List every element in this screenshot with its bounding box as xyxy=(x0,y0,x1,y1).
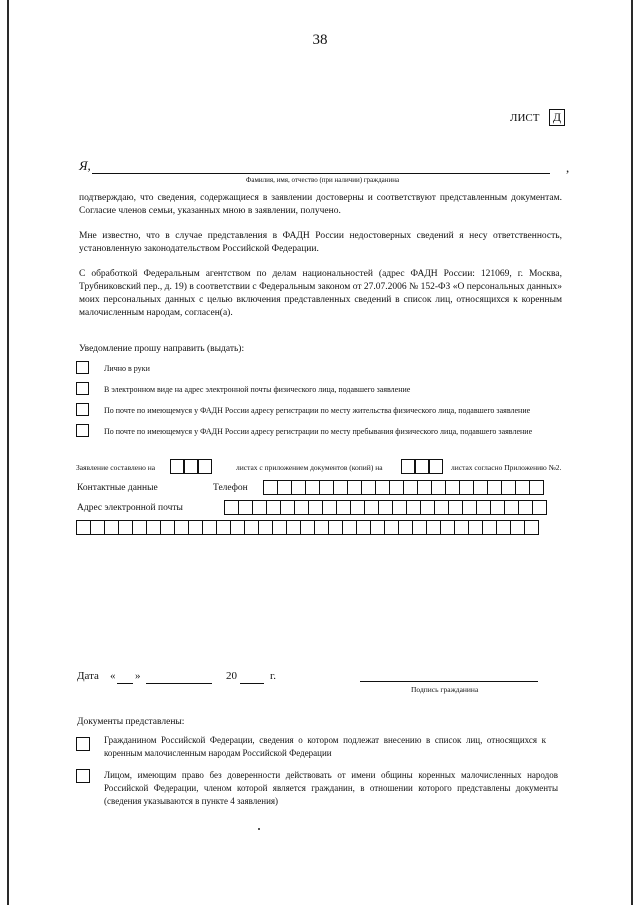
email-char-cell[interactable] xyxy=(532,500,547,515)
email-char-cell[interactable] xyxy=(364,500,379,515)
email-char-cell[interactable] xyxy=(104,520,119,535)
email-char-cell[interactable] xyxy=(258,520,273,535)
notification-title: Уведомление прошу направить (выдать): xyxy=(79,344,245,354)
phone-digit[interactable] xyxy=(501,480,516,495)
date-open-quote: « xyxy=(110,670,116,682)
date-year-prefix: 20 xyxy=(226,670,237,682)
phone-digit[interactable] xyxy=(445,480,460,495)
email-char-cell[interactable] xyxy=(342,520,357,535)
email-char-cell[interactable] xyxy=(420,500,435,515)
email-char-cell[interactable] xyxy=(294,500,309,515)
email-char-cell[interactable] xyxy=(426,520,441,535)
sheet-label: ЛИСТ xyxy=(510,112,540,124)
email-char-cell[interactable] xyxy=(336,500,351,515)
email-char-cell[interactable] xyxy=(496,520,511,535)
notification-option-post-residence: По почте по имеющемуся у ФАДН России адресу регистрации по месту жительства физического лица, подавшего заявление xyxy=(104,406,531,415)
contacts-label: Контактные данные xyxy=(77,483,158,493)
email-char-cell[interactable] xyxy=(434,500,449,515)
documents-checkbox-community-rep[interactable] xyxy=(76,769,90,783)
page-number: 38 xyxy=(312,32,328,48)
email-char-cell[interactable] xyxy=(300,520,315,535)
notification-option-in-person: Лично в руки xyxy=(104,364,150,373)
email-char-cell[interactable] xyxy=(188,520,203,535)
phone-digit[interactable] xyxy=(263,480,278,495)
scan-border-right xyxy=(631,0,633,905)
phone-digit[interactable] xyxy=(473,480,488,495)
phone-digit[interactable] xyxy=(529,480,544,495)
notification-option-post-stay: По почте по имеющемуся у ФАДН России адресу регистрации по месту пребывания физического лица, подавшего заявление xyxy=(104,427,533,436)
notification-checkbox-post-stay[interactable] xyxy=(76,424,89,437)
documents-title: Документы представлены: xyxy=(77,717,185,727)
email-char-cell[interactable] xyxy=(518,500,533,515)
email-char-cell[interactable] xyxy=(510,520,525,535)
email-char-cell[interactable] xyxy=(160,520,175,535)
phone-digit[interactable] xyxy=(431,480,446,495)
email-char-cell[interactable] xyxy=(350,500,365,515)
phone-digit[interactable] xyxy=(277,480,292,495)
email-char-cell[interactable] xyxy=(476,500,491,515)
email-char-cell[interactable] xyxy=(356,520,371,535)
email-char-cell[interactable] xyxy=(252,500,267,515)
phone-digit[interactable] xyxy=(305,480,320,495)
date-close-quote: » xyxy=(135,670,141,682)
email-char-cell[interactable] xyxy=(504,500,519,515)
declarant-caption: Фамилия, имя, отчество (при наличии) гражданина xyxy=(245,176,400,184)
sheets-count-digit[interactable] xyxy=(184,459,198,474)
email-char-cell[interactable] xyxy=(384,520,399,535)
email-char-cell[interactable] xyxy=(272,520,287,535)
date-label: Дата xyxy=(77,670,99,682)
email-char-cell[interactable] xyxy=(398,520,413,535)
documents-option-citizen: Гражданином Российской Федерации, сведения о котором подлежат внесению в список лиц, относящихся к коренным малочисленным народам Российской Федерации xyxy=(104,735,546,758)
email-char-cell[interactable] xyxy=(490,500,505,515)
email-char-cell[interactable] xyxy=(308,500,323,515)
email-char-cell[interactable] xyxy=(524,520,539,535)
attachments-count-digit[interactable] xyxy=(415,459,429,474)
phone-digit[interactable] xyxy=(291,480,306,495)
email-char-cell[interactable] xyxy=(238,500,253,515)
date-year-suffix: г. xyxy=(270,670,277,682)
phone-digit[interactable] xyxy=(319,480,334,495)
compiled-prefix: Заявление составлено на xyxy=(76,463,156,472)
declarant-prefix: Я, xyxy=(79,158,91,173)
declarant-name-field[interactable] xyxy=(92,173,550,174)
notification-checkbox-post-residence[interactable] xyxy=(76,403,89,416)
email-char-cell[interactable] xyxy=(224,500,239,515)
email-char-cell[interactable] xyxy=(286,520,301,535)
phone-digit[interactable] xyxy=(333,480,348,495)
signature-field[interactable] xyxy=(360,681,538,682)
phone-digit[interactable] xyxy=(375,480,390,495)
email-char-cell[interactable] xyxy=(230,520,245,535)
attachments-count-digit[interactable] xyxy=(429,459,443,474)
documents-checkbox-citizen[interactable] xyxy=(76,737,90,751)
phone-digit[interactable] xyxy=(515,480,530,495)
email-char-cell[interactable] xyxy=(266,500,281,515)
email-field-row1[interactable] xyxy=(224,500,564,516)
email-char-cell[interactable] xyxy=(314,520,329,535)
email-char-cell[interactable] xyxy=(76,520,91,535)
email-char-cell[interactable] xyxy=(174,520,189,535)
compiled-middle: листах с приложением документов (копий) на xyxy=(236,463,383,472)
phone-digit[interactable] xyxy=(347,480,362,495)
notification-checkbox-in-person[interactable] xyxy=(76,361,89,374)
date-day-field[interactable] xyxy=(117,683,133,684)
phone-digit[interactable] xyxy=(403,480,418,495)
paragraph-responsibility: Мне известно, что в случае представления в ФАДН России недостоверных сведений я несу ответственность, установленную законодательством Российской Федерации. xyxy=(79,231,562,254)
signature-caption: Подпись гражданина xyxy=(411,685,479,694)
email-char-cell[interactable] xyxy=(468,520,483,535)
email-char-cell[interactable] xyxy=(392,500,407,515)
phone-label: Телефон xyxy=(213,483,248,493)
compiled-suffix: листах согласно Приложению №2. xyxy=(451,463,562,472)
notification-checkbox-email[interactable] xyxy=(76,382,89,395)
email-char-cell[interactable] xyxy=(90,520,105,535)
phone-field[interactable] xyxy=(263,480,563,496)
phone-digit[interactable] xyxy=(487,480,502,495)
email-char-cell[interactable] xyxy=(280,500,295,515)
email-char-cell[interactable] xyxy=(244,520,259,535)
email-field-row2[interactable] xyxy=(76,520,566,536)
sheet-letter-box[interactable]: Д xyxy=(549,109,565,126)
email-char-cell[interactable] xyxy=(406,500,421,515)
email-char-cell[interactable] xyxy=(370,520,385,535)
email-char-cell[interactable] xyxy=(462,500,477,515)
sheets-count-digit[interactable] xyxy=(170,459,184,474)
phone-digit[interactable] xyxy=(417,480,432,495)
declarant-suffix: , xyxy=(566,160,570,175)
date-month-field[interactable] xyxy=(146,683,212,684)
sheets-count-digit[interactable] xyxy=(198,459,212,474)
email-char-cell[interactable] xyxy=(146,520,161,535)
email-char-cell[interactable] xyxy=(412,520,427,535)
phone-digit[interactable] xyxy=(361,480,376,495)
scan-border-left xyxy=(7,0,9,905)
phone-digit[interactable] xyxy=(389,480,404,495)
notification-option-email: В электронном виде на адрес электронной почты физического лица, подавшего заявление xyxy=(104,385,411,394)
email-char-cell[interactable] xyxy=(378,500,393,515)
email-char-cell[interactable] xyxy=(118,520,133,535)
email-char-cell[interactable] xyxy=(440,520,455,535)
email-char-cell[interactable] xyxy=(132,520,147,535)
paragraph-confirm: подтверждаю, что сведения, содержащиеся в заявлении достоверны и соответствуют представленным документам. Согласие членов семьи, указанных мною в заявлении, получено. xyxy=(79,193,562,216)
attachments-count-digit[interactable] xyxy=(401,459,415,474)
email-char-cell[interactable] xyxy=(482,520,497,535)
phone-digit[interactable] xyxy=(459,480,474,495)
date-year-field[interactable] xyxy=(240,683,264,684)
email-label: Адрес электронной почты xyxy=(77,503,183,513)
email-char-cell[interactable] xyxy=(202,520,217,535)
paragraph-consent: С обработкой Федеральным агентством по делам национальностей (адрес ФАДН России: 121069, г. Москва, Трубниковский пер., д. 19) в соответствии с Федеральным законом от 27.07.2006 № 152-ФЗ «О персональных данных» моих персональных данных с целью включения представленных сведений в список лиц, относящихся к коренным малочисленным народам, согласен(а). xyxy=(79,269,562,318)
scan-dot xyxy=(258,828,260,830)
email-char-cell[interactable] xyxy=(216,520,231,535)
email-char-cell[interactable] xyxy=(328,520,343,535)
email-char-cell[interactable] xyxy=(322,500,337,515)
documents-option-community-rep: Лицом, имеющим право без доверенности действовать от имени общины коренных малочисленных народов Российской Федерации, членом которой является гражданин, в отношении которого представлены документы (сведения указываются в пункте 4 заявления) xyxy=(104,770,558,806)
email-char-cell[interactable] xyxy=(448,500,463,515)
email-char-cell[interactable] xyxy=(454,520,469,535)
